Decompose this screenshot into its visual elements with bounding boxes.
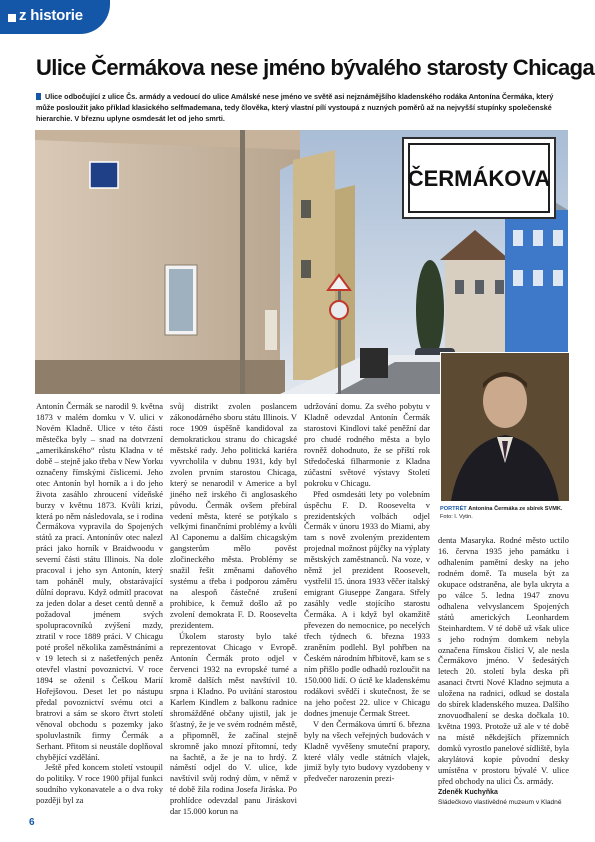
lead-text: Ulice odbočující z ulice Čs. armády a vedoucí do ulice Amálské nese jméno ve světě asi nejznámějšího kladenského rodáka Antonína Čermáka, který může posloužit jako příklad klasického selfmademana, tedy člověka, který vlastní pílí vystoupá z nuzných poměrů až na nejvyšší stupínky společenské hierarchie. V březnu uplyne osmdesát let od jeho smrti.	[36, 92, 554, 124]
author-name: Zdeněk Kuchyňka	[438, 788, 498, 796]
article-column-2	[170, 401, 297, 821]
paragraph: V den Čermákova úmrtí 6. března byly na všech veřejných budovách v Kladně vyvěšeny smuteční prapory, které vlály vedle státních vlajek, jimiž byly tyto budovy vyzdobeny v předvečer narozenin prezi-	[304, 718, 430, 784]
section-label: z historie	[19, 7, 83, 24]
article-column-4	[438, 535, 569, 830]
caption-credit: Foto: I. Vytin.	[440, 514, 473, 520]
caption-label: PORTRÉT	[440, 506, 467, 512]
portrait-caption	[440, 505, 570, 521]
street-sign	[403, 138, 555, 218]
article-column-3	[304, 401, 430, 821]
paragraph: denta Masaryka. Rodné město uctilo 16. června 1935 jeho památku i odhalením pamětní desky na jeho rodném domě. Ta musela být za okupace odstraněna, ale byla ukryta a po válce 5. ledna 1947 znovu odhalena velvyslancem Spojených států amerických Leonhardem Steinhardtem. V té době už však ulice s jeho rodným domkem nebyla označena římskou číslicí V, ale nesla Čermákovo jméno. V šedesátých letech 20. století byla deska při asanaci čtvrti Nové Kladno sejmuta a uložena na radnici, odkud se dostala do sbírek kladenského muzea. Dalšího znovuodhalení se deska dočkala 10. května 1993. Protože už ale v té době na místě někdejších přízemních domků vyrostlo panelové sídliště, byla akrylátová kopie původní desky umístěna v prostoru bývalé V. ulice před obchody na ulici Čs. armády.	[438, 535, 569, 786]
caption-text: Antonína Čermáka ze sbírek SVMK.	[468, 506, 563, 512]
section-tab	[0, 0, 110, 34]
portrait-photo	[440, 352, 570, 502]
paragraph: Úkolem starosty bylo také reprezentovat Chicago v Evropě. Antonín Čermák proto odjel v červenci 1932 na evropské turné a kromě dalších měst navštívil 10. srpna i Kladno. Po uvítání starostou Karlem Kindlem z balkonu radnice shromážděné občany ujistil, jak je šťastný, že je ve svém rodném městě, a připomněl, že začínal stejně skromně jako mnozí přítomní, tedy na šachtě, a že je na to hrdý. Z náměstí odjel do V. ulice, kde navštívil svůj rodný dům, v němž v té době žila rodina Josefa Jiráska. Po prohlídce odevzdal panu Jiráskovi dar 15.000 korun na	[170, 631, 297, 817]
lead-paragraph	[36, 91, 564, 125]
street-sign-text: ČERMÁKOVA	[407, 166, 551, 191]
section-marker	[8, 14, 16, 22]
paragraph: udržování domu. Za svého pobytu v Kladně odevzdal Antonín Čermák starostovi Kindlovi také peněžní dar pro chudé rodného města a bylo rovněž dohodnuto, že se příští rok Středočeská filharmonie z Kladna zúčastní světové výstavy Století pokroku v Chicagu.	[304, 401, 430, 488]
paragraph: Před osmdesáti lety po volebním úspěchu F. D. Roosevelta v prezidentských volbách odjel Čermák v únoru 1933 do Miami, aby tam s nově zvoleným prezidentem projednal možnost půjčky na výplaty městských zaměstnanců. Na voze, v němž jel prezident Roosevelt, vystřelil 15. února 1933 věčer italský emigrant Giuseppe Zangara. Střely zasáhly vedle stojícího starostu Čermáka. A i když byl okamžitě převezen do nemocnice, po necelých třech týdnech 6. března 1933 zraněním podlehl. Byl pohřben na Českém národním hřbitově, kam se s ním přišlo podle odhadů rozloučit na 150.000 lidí. O úctě ke kladenskému rodákovi svědčí i skutečnost, že se na jeho počest 22. ulice v Chicagu dodnes jmenuje Čermak Street.	[304, 488, 430, 718]
headline: Ulice Čermákova nese jméno bývalého starosty Chicaga	[36, 55, 595, 80]
paragraph: Ještě před koncem století vstoupil do politiky. V roce 1900 přijal funkci soudního vykonavatele a o dva roky později byl za	[36, 762, 163, 806]
page-number: 6	[29, 817, 35, 828]
portrait-illustration	[441, 353, 569, 501]
author-affiliation: Sládečkovo vlastivědné muzeum v Kladně	[438, 798, 562, 806]
paragraph: svůj distrikt zvolen poslancem zákonodárného sboru státu Illinois. V roce 1909 úspěšně kandidoval za demokratickou stranu do chicagské městské rady. Jeho politická kariéra vyvrcholila v dubnu 1931, kdy byl zvolen prvním starostou Chicaga, který se nenarodil v Americe a byl jiného než irského či anglosaského původu. Čermák ovšem přebíral vedení města, které se potýkalo s velkými finančními problémy a kvůli Al Caponemu a dalším chicagským gangsterům mělo pověst zločineckého města. Problémy se snažil řešit změnami daňového systému a třeba i podporou záměru na alespoň částečné zrušení prohibice, k čemuž došlo až po zvolení demokrata F. D. Roosevelta prezidentem.	[170, 401, 297, 631]
paragraph: Antonín Čermák se narodil 9. května 1873 v malém domku v V. ulici v Novém Kladně. Ulice v této části městečka byly – snad na dotvrzení „amerikánského“ růstu Kladna v té době – stejně jako třeba v New Yorku označeny římskými číslicemi. Jeho otec Antonín byl horník a i do jeho života zasáhlo zhroucení vídeňské burzy v květnu 1873. Kvůli krizi, která po něm následovala, se i rodina Čermákova vypravila do Spojených států za prací. Antonínův otec nalezl práci jako horník v Braidwoodu v severní části státu Illinois. Na dole pracoval i jeho syn Antonín, který tam poháněl muly, obstarávající důlní dopravu. Když odmítl pracovat za jeden dolar a deset centů denně a požadoval jménem svých spolupracovníků zvýšení mzdy, ztratil v roce 1889 práci. V Chicagu poté prošel několika zaměstnáními a v 19 letech si z našetřených peněz otevřel vlastní povoznictví. V roce 1894 se oženil s Češkou Marií Hořejšovou. Deset let po nástupu předal povoznictví svému otci a bratrovi a sám se skoro čtvrt století věnoval obchodu s pozemky jako spoluvlastník firmy Čermák a Serhant. Přitom si neustále doplňoval chybějící vzdělání.	[36, 401, 164, 762]
article-column-1	[36, 401, 163, 821]
lead-bullet	[36, 93, 41, 100]
